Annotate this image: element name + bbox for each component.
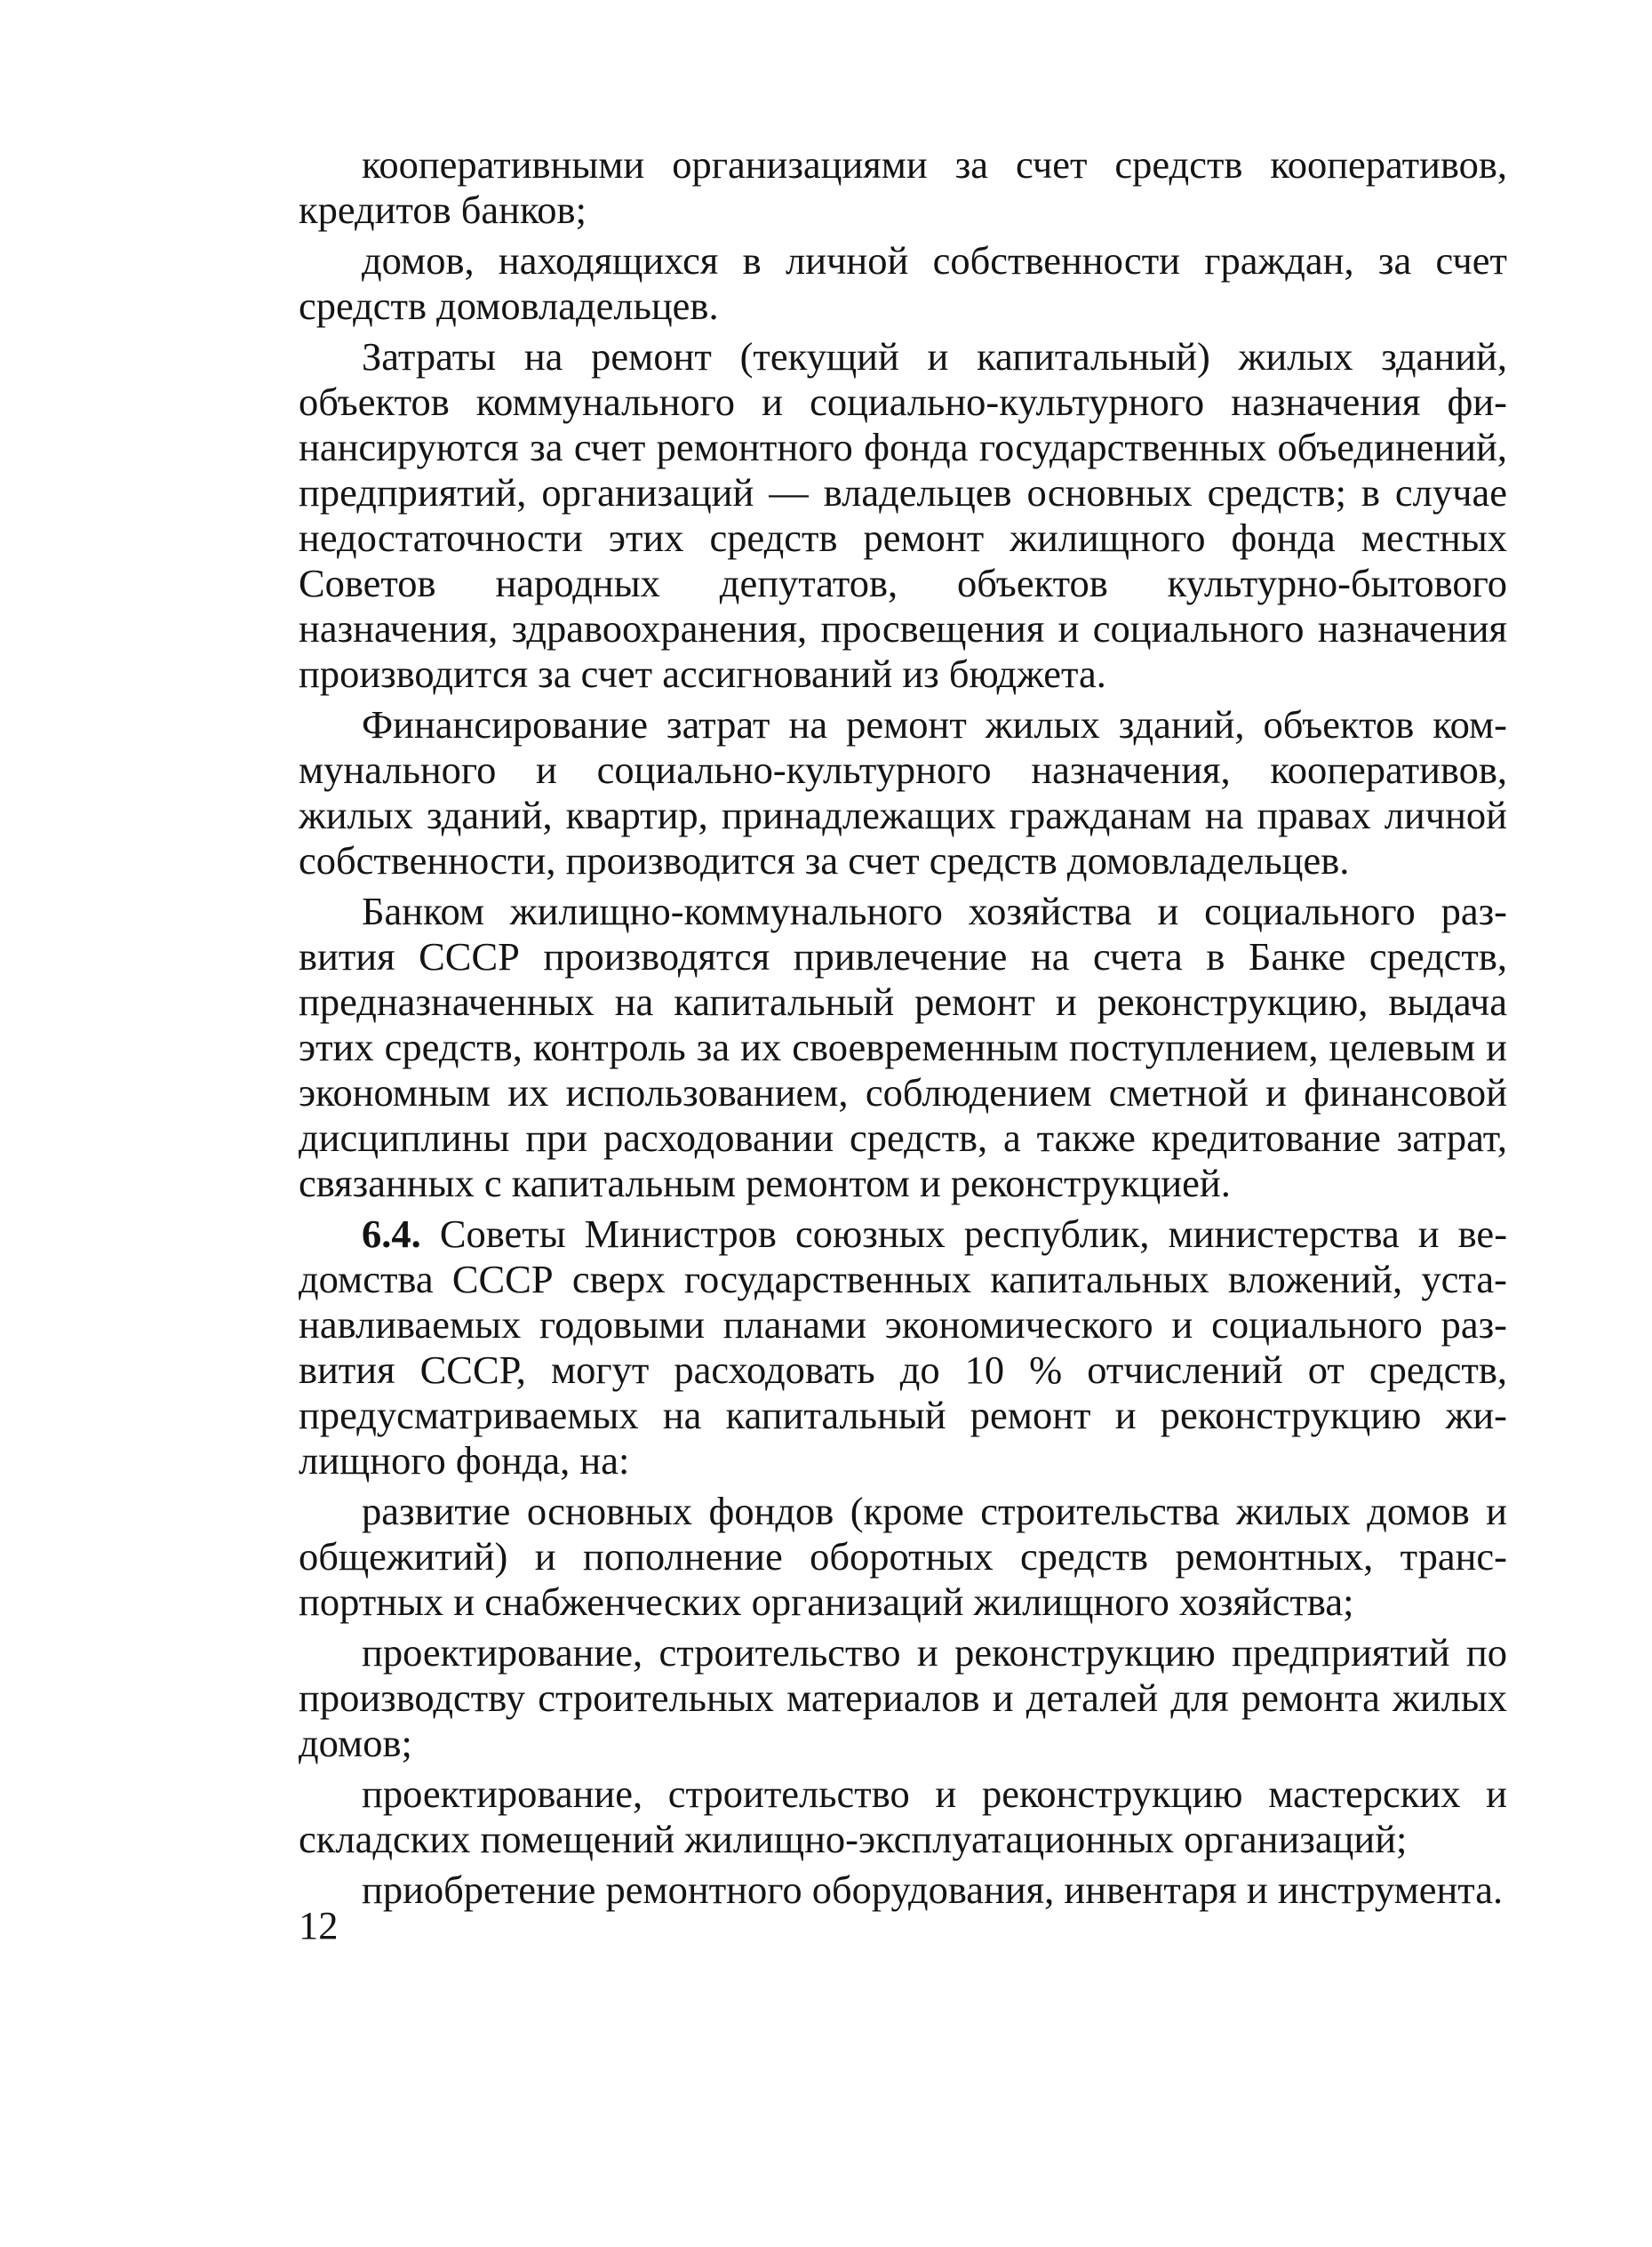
document-page xyxy=(299,142,1507,1913)
page-number: 12 xyxy=(299,1903,339,1947)
paragraph: Затраты на ремонт (текущий и капитальный) жилых зданий, объектов коммунального и социально-культурного назначения финансируются за счет ремонтного фонда государственных объединений, предприятий, организаций — владельцев основных средств; в случае недостаточности этих средств ремонт жилищного фонда местных Советов народных депутатов, объектов культурно-бытового назначения, здравоохранения, просвещения и социального назначения производится за счет ассигнований из бюджета. xyxy=(299,334,1507,696)
paragraph: кооперативными организациями за счет средств кооперативов, кредитов банков; xyxy=(299,142,1507,232)
paragraph: Банком жилищно-коммунального хозяйства и социального развития СССР производятся привлечение на счета в Банке средств, предназначенных на капитальный ремонт и реконструкцию, выдача этих средств, контроль за их своевременным поступлением, целевым и экономным их использованием, соблюдением сметной и финансовой дисциплины при расходовании средств, а также кредитование затрат, связанных с капитальным ремонтом и реконструкцией. xyxy=(299,889,1507,1205)
list-item: проектирование, строительство и реконструкцию предприятий по производству строительных материалов и деталей для ремонта жилых домов; xyxy=(299,1630,1507,1765)
section-paragraph xyxy=(299,1211,1507,1483)
list-item: развитие основных фондов (кроме строительства жилых домов и общежитий) и пополнение оборотных средств ремонтных, транспортных и снабженческих организаций жилищного хозяйства; xyxy=(299,1489,1507,1624)
paragraph: домов, находящихся в личной собственности граждан, за счет средств домовладельцев. xyxy=(299,238,1507,328)
section-text: Советы Министров союзных республик, министерства и ведомства СССР сверх государственных капитальных вложений, устанавливаемых годовыми планами экономического и социального развития СССР, могут расходовать до 10 % отчислений от средств, предусматриваемых на капитальный ремонт и реконструкцию жилищного фонда, на: xyxy=(299,1211,1508,1483)
section-number: 6.4. xyxy=(362,1211,421,1256)
list-item: приобретение ремонтного оборудования, инвентаря и инструмента. xyxy=(362,1867,1504,1912)
paragraph: Финансирование затрат на ремонт жилых зданий, объектов коммунального и социально-культурного назначения, кооперативов, жилых зданий, квартир, принадлежащих гражданам на правах личной собственности, производится за счет средств домовладельцев. xyxy=(299,702,1507,883)
list-item: проектирование, строительство и реконструкцию мастерских и складских помещений жилищно-эксплуатационных организаций; xyxy=(299,1771,1507,1861)
